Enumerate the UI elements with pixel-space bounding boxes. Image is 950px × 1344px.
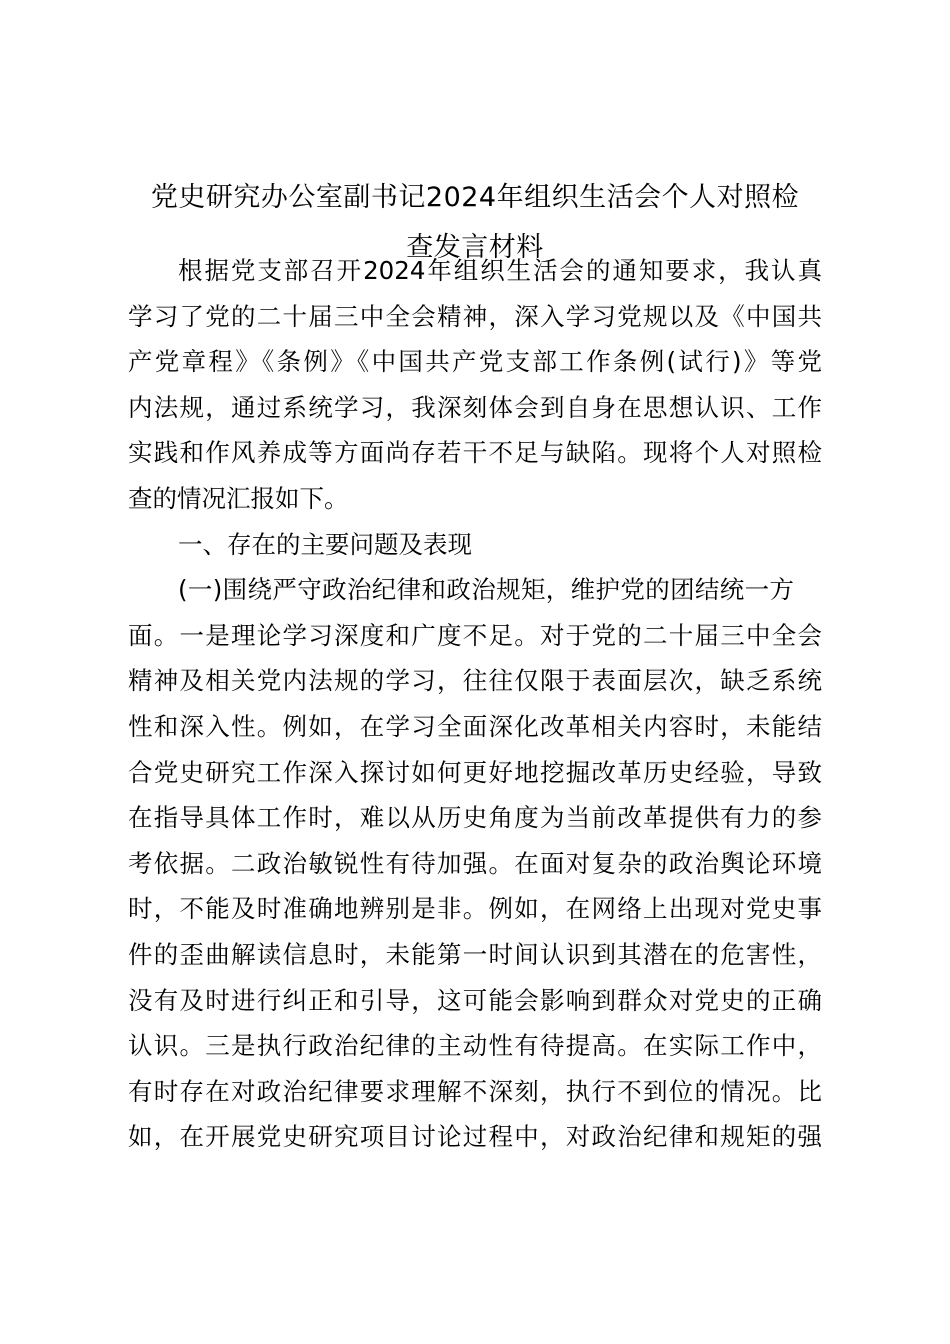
text-line: 时，不能及时准确地辨别是非。例如，在网络上出现对党史事 bbox=[128, 894, 822, 924]
text-line: 件的歪曲解读信息时，未能第一时间认识到其潜在的危害性， bbox=[128, 939, 822, 969]
text-line: 精神及相关党内法规的学习，往往仅限于表面层次，缺乏系统 bbox=[128, 666, 822, 696]
text-line: (一)围绕严守政治纪律和政治规矩，维护党的团结统一方 bbox=[178, 575, 794, 605]
text-line: 面。一是理论学习深度和广度不足。对于党的二十届三中全会 bbox=[128, 620, 822, 650]
title-line-1: 党史研究办公室副书记2024年组织生活会个人对照检 bbox=[150, 182, 800, 213]
text-line: 如，在开展党史研究项目讨论过程中，对政治纪律和规矩的强 bbox=[128, 1122, 822, 1152]
intro-paragraph bbox=[128, 248, 822, 522]
document-body bbox=[128, 248, 822, 1160]
text-line: 产党章程》《条例》《中国共产党支部工作条例(试行)》等党 bbox=[128, 347, 822, 377]
text-line: 在指导具体工作时，难以从历史角度为当前改革提供有力的参 bbox=[128, 803, 822, 833]
text-line: 考依据。二政治敏锐性有待加强。在面对复杂的政治舆论环境 bbox=[128, 848, 822, 878]
text-line: 没有及时进行纠正和引导，这可能会影响到群众对党史的正确 bbox=[128, 985, 822, 1015]
section-heading-text: 一、存在的主要问题及表现 bbox=[178, 529, 472, 559]
section-1-paragraph bbox=[128, 567, 822, 1160]
text-line: 实践和作风养成等方面尚存若干不足与缺陷。现将个人对照检 bbox=[128, 438, 822, 468]
section-heading bbox=[128, 522, 822, 568]
text-line: 查的情况汇报如下。 bbox=[128, 483, 349, 513]
title-line-2: 查发言材料 bbox=[406, 232, 544, 263]
text-line: 内法规，通过系统学习，我深刻体会到自身在思想认识、工作 bbox=[128, 392, 822, 422]
text-line: 合党史研究工作深入探讨如何更好地挖掘改革历史经验，导致 bbox=[128, 757, 822, 787]
text-line: 认识。三是执行政治纪律的主动性有待提高。在实际工作中， bbox=[128, 1031, 822, 1061]
text-line: 有时存在对政治纪律要求理解不深刻，执行不到位的情况。比 bbox=[128, 1076, 822, 1106]
text-line: 学习了党的二十届三中全会精神，深入学习党规以及《中国共 bbox=[128, 301, 822, 331]
text-line: 根据党支部召开2024年组织生活会的通知要求，我认真 bbox=[178, 256, 822, 285]
text-line: 性和深入性。例如，在学习全面深化改革相关内容时，未能结 bbox=[128, 711, 822, 741]
